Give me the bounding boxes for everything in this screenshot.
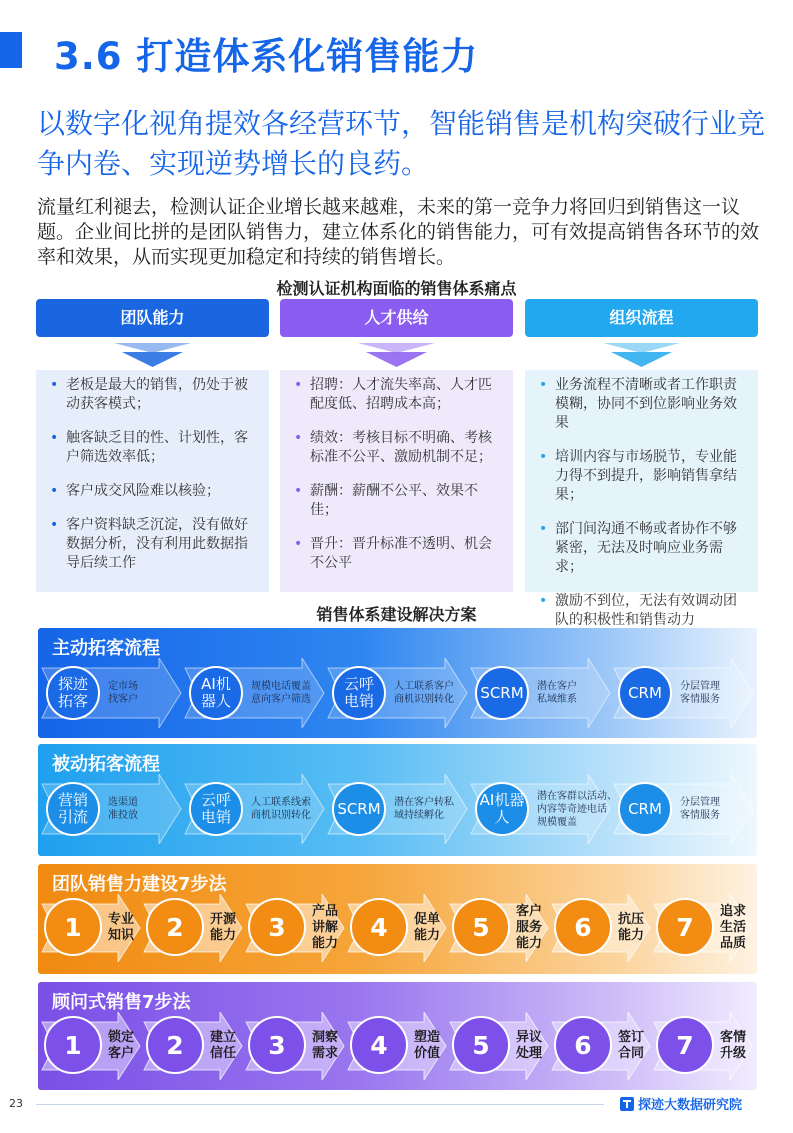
flow-node-desc: 潜在客群以活动、 内容等奇迹电话 规模覆盖 <box>537 790 617 828</box>
step-label: 专业 知识 <box>108 912 135 943</box>
pain-point-item: • 激励不到位，无法有效调动团队的积极性和销售动力 <box>539 593 737 628</box>
pain-point-item: • 薪酬：薪酬不公平、效果不佳； <box>294 483 478 518</box>
pain-points-title: 检测认证机构面临的销售体系痛点 <box>276 279 517 298</box>
brand-logo-icon <box>620 1097 634 1111</box>
bullet-icon: • <box>294 536 303 552</box>
flow-node <box>46 666 100 720</box>
flow-node <box>618 782 672 836</box>
step-label: 产品 讲解 能力 <box>312 904 339 951</box>
bullet-icon: • <box>539 377 548 393</box>
step-label: 锁定 客户 <box>108 1030 135 1061</box>
flow-node <box>475 666 529 720</box>
step-number: 6 <box>554 1016 612 1074</box>
bullet-icon: • <box>539 593 548 609</box>
pain-point-item: • 业务流程不清晰或者工作职责模糊，协同不到位影响业务效果 <box>539 377 737 431</box>
consultative-7-steps-band <box>38 982 757 1090</box>
team-7-steps-band <box>38 864 757 974</box>
bullet-icon: • <box>539 449 548 465</box>
step-number: 4 <box>350 1016 408 1074</box>
solutions-title: 销售体系建设解决方案 <box>316 605 477 624</box>
section-title: 3.6 打造体系化销售能力 <box>54 35 479 78</box>
flow-node-desc: 分层管理 客情服务 <box>680 681 720 705</box>
pain-point-item: • 培训内容与市场脱节，专业能力得不到提升，影响销售拿结果； <box>539 449 737 503</box>
flow-node-label: 云呼 电销 <box>343 675 374 710</box>
flow-node-label: SCRM <box>480 683 524 702</box>
flow-node-desc: 选渠道 准投放 <box>108 797 138 821</box>
flow-node <box>332 782 386 836</box>
step-number: 1 <box>44 1016 102 1074</box>
bullet-icon: • <box>50 430 59 446</box>
step-number: 4 <box>350 898 408 956</box>
section-accent-bar <box>0 32 22 68</box>
flow-node-label: SCRM <box>337 799 381 818</box>
flow-node-desc: 分层管理 客情服务 <box>680 797 720 821</box>
pain-point-item: • 晋升：晋升标准不透明、机会不公平 <box>294 536 492 571</box>
subtitle: 以数字化视角提效各经营环节，智能销售是机构突破行业竞争内卷、实现逆势增长的良药。 <box>37 107 766 180</box>
pain-point-item: • 触客缺乏目的性、计划性，客户筛选效率低； <box>50 430 248 465</box>
pain-point-item: • 部门间沟通不畅或者协作不够紧密，无法及时响应业务需求； <box>539 521 737 575</box>
step-number: 7 <box>656 1016 714 1074</box>
step-label: 促单 能力 <box>414 912 441 943</box>
flow-node-label: 营销 引流 <box>57 791 88 826</box>
brand-name: 探迹大数据研究院 <box>638 1098 743 1113</box>
pain-point-item: • 客户成交风险难以核验； <box>50 483 220 499</box>
bullet-icon: • <box>50 377 59 393</box>
bullet-icon: • <box>50 517 59 533</box>
step-number: 3 <box>248 898 306 956</box>
bullet-icon: • <box>539 521 548 537</box>
flow-node-desc: 潜在客户转私 域持续孵化 <box>394 797 454 821</box>
page-number: 23 <box>9 1097 23 1110</box>
step-label: 签订 合同 <box>618 1030 645 1061</box>
pain-point-item: • 绩效：考核目标不明确、考核标准不公平、激励机制不足； <box>294 430 492 465</box>
step-label: 洞察 需求 <box>312 1030 339 1061</box>
pain-point-item: • 老板是最大的销售，仍处于被动获客模式； <box>50 377 248 412</box>
pain-point-item: • 客户资料缺乏沉淀，没有做好数据分析，没有利用此数据指导后续工作 <box>50 517 248 571</box>
step-label: 抗压 能力 <box>618 912 645 943</box>
step-number: 6 <box>554 898 612 956</box>
bullet-icon: • <box>50 483 59 499</box>
team-7-steps-title: 团队销售力建设7步法 <box>52 874 227 895</box>
flow-node <box>46 782 100 836</box>
pain-column-head: 组织流程 <box>525 299 758 337</box>
step-number: 2 <box>146 898 204 956</box>
flow-node-label: 探迹 拓客 <box>57 675 88 710</box>
pain-column-head: 团队能力 <box>36 299 269 337</box>
flow-node <box>475 782 529 836</box>
step-label: 塑造 价值 <box>414 1030 441 1061</box>
flow-node-desc: 潜在客户 私域维系 <box>537 681 577 705</box>
pain-column-head: 人才供给 <box>280 299 513 337</box>
step-label: 异议 处理 <box>516 1030 543 1061</box>
flow-node-desc: 规模电话覆盖 意向客户筛选 <box>251 681 311 705</box>
flow-node-desc: 定市场 找客户 <box>108 681 138 705</box>
step-number: 1 <box>44 898 102 956</box>
flow-node-label: CRM <box>628 799 662 818</box>
bullet-icon: • <box>294 430 303 446</box>
flow-node-label: CRM <box>628 683 662 702</box>
step-label: 建立 信任 <box>210 1030 237 1061</box>
step-number: 5 <box>452 898 510 956</box>
footer-divider <box>36 1104 604 1105</box>
chevron-down-icon <box>280 341 513 369</box>
active-acquisition-band <box>38 628 757 738</box>
flow-node-label: AI机 器人 <box>200 675 231 710</box>
step-number: 2 <box>146 1016 204 1074</box>
flow-node-desc: 人工联系客户 商机识别转化 <box>394 681 454 705</box>
flow-node-label: AI机器 人 <box>479 791 525 826</box>
step-label: 追求 生活 品质 <box>720 904 747 951</box>
flow-node <box>189 666 243 720</box>
flow-node <box>618 666 672 720</box>
step-label: 客情 升级 <box>720 1030 747 1061</box>
step-label: 客户 服务 能力 <box>516 904 543 951</box>
step-number: 3 <box>248 1016 306 1074</box>
pain-column-box <box>36 370 269 592</box>
step-number: 7 <box>656 898 714 956</box>
bullet-icon: • <box>294 483 303 499</box>
active-acquisition-title: 主动拓客流程 <box>52 638 160 659</box>
chevron-down-icon <box>36 341 269 369</box>
bullet-icon: • <box>294 377 303 393</box>
passive-acquisition-title: 被动拓客流程 <box>52 754 160 775</box>
footer-brand <box>620 1094 742 1113</box>
consultative-7-steps-title: 顾问式销售7步法 <box>52 992 191 1013</box>
step-number: 5 <box>452 1016 510 1074</box>
flow-node <box>189 782 243 836</box>
flow-node-label: 云呼 电销 <box>200 791 231 826</box>
flow-node-desc: 人工联系线索 商机识别转化 <box>251 797 311 821</box>
chevron-down-icon <box>525 341 758 369</box>
flow-node <box>332 666 386 720</box>
passive-acquisition-band <box>38 744 757 856</box>
pain-point-item: • 招聘：人才流失率高、人才匹配度低、招聘成本高； <box>294 377 492 412</box>
body-paragraph: 流量红利褪去，检测认证企业增长越来越难，未来的第一竞争力将回归到销售这一议题。企业间比拼的是团队销售力，建立体系化的销售能力，可有效提高销售各环节的效率和效果，从而实现更加稳定和持续的销售增长。 <box>37 196 760 268</box>
step-label: 开源 能力 <box>210 912 237 943</box>
pain-column-box <box>280 370 513 592</box>
pain-column-box <box>525 370 758 628</box>
